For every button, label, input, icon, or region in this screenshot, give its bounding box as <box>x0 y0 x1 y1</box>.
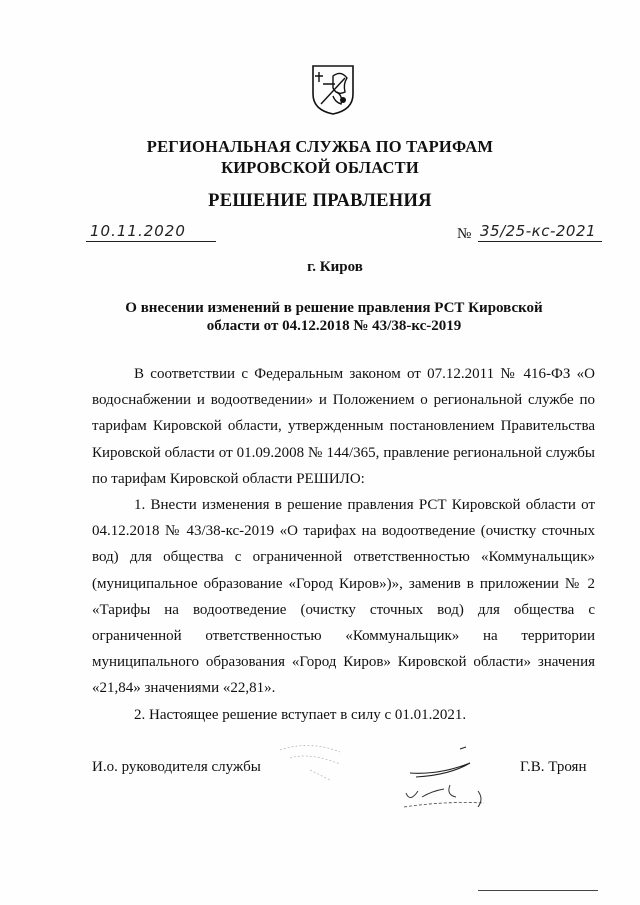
organization-name <box>0 136 640 178</box>
org-line-2: КИРОВСКОЙ ОБЛАСТИ <box>221 158 419 177</box>
signer-role: И.о. руководителя службы <box>92 759 261 775</box>
date-underline <box>86 241 216 242</box>
handwritten-signature <box>400 745 510 825</box>
item-1-paragraph: 1. Внести изменения в решение правления РСТ Кировской области от 04.12.2018 № 43/38-кс-2019 «О тарифах на водоотведение (очистку сточных вод) для общества с ограниченной ответственностью «Коммунальщик» (муниципальное образование «Город Киров»)», заменив в приложении № 2 «Тарифы на водоотведение (очистку сточных вод) для общества с ограниченной ответственностью «Коммунальщик» на территории муниципального образования «Город Киров» Кировской области» значения «21,84» значениями «22,81». <box>92 497 595 697</box>
item-2-paragraph: 2. Настоящее решение вступает в силу с 01.01.2021. <box>134 706 467 723</box>
decision-number: 35/25-кс-2021 <box>480 222 597 240</box>
decision-subject <box>0 299 640 335</box>
faint-stamp-mark <box>270 740 360 790</box>
subject-line-2: области от 04.12.2018 № 43/38-кс-2019 <box>206 318 462 334</box>
preamble-paragraph: В соответствии с Федеральным законом от 07.12.2011 № 416-ФЗ «О водоснабжении и водоотведении» и Положением о региональной службе по тарифам Кировской области, утвержденным постановлением Правительства Кировской области от 01.09.2008 № 144/365, правление региональной службы по тарифам Кировской области РЕШИЛО: <box>92 366 595 487</box>
signer-name: Г.В. Троян <box>520 759 587 775</box>
city: г. Киров <box>307 259 363 275</box>
document-type: РЕШЕНИЕ ПРАВЛЕНИЯ <box>208 191 432 211</box>
number-sign: № <box>457 226 472 242</box>
subject-line-1: О внесении изменений в решение правления РСТ Кировской <box>125 300 543 316</box>
org-line-1: РЕГИОНАЛЬНАЯ СЛУЖБА ПО ТАРИФАМ <box>146 137 494 156</box>
number-underline <box>478 241 602 242</box>
footer-rule <box>478 890 598 891</box>
decision-body <box>92 361 595 728</box>
coat-of-arms-icon <box>311 64 355 116</box>
decision-date: 10.11.2020 <box>90 222 186 240</box>
